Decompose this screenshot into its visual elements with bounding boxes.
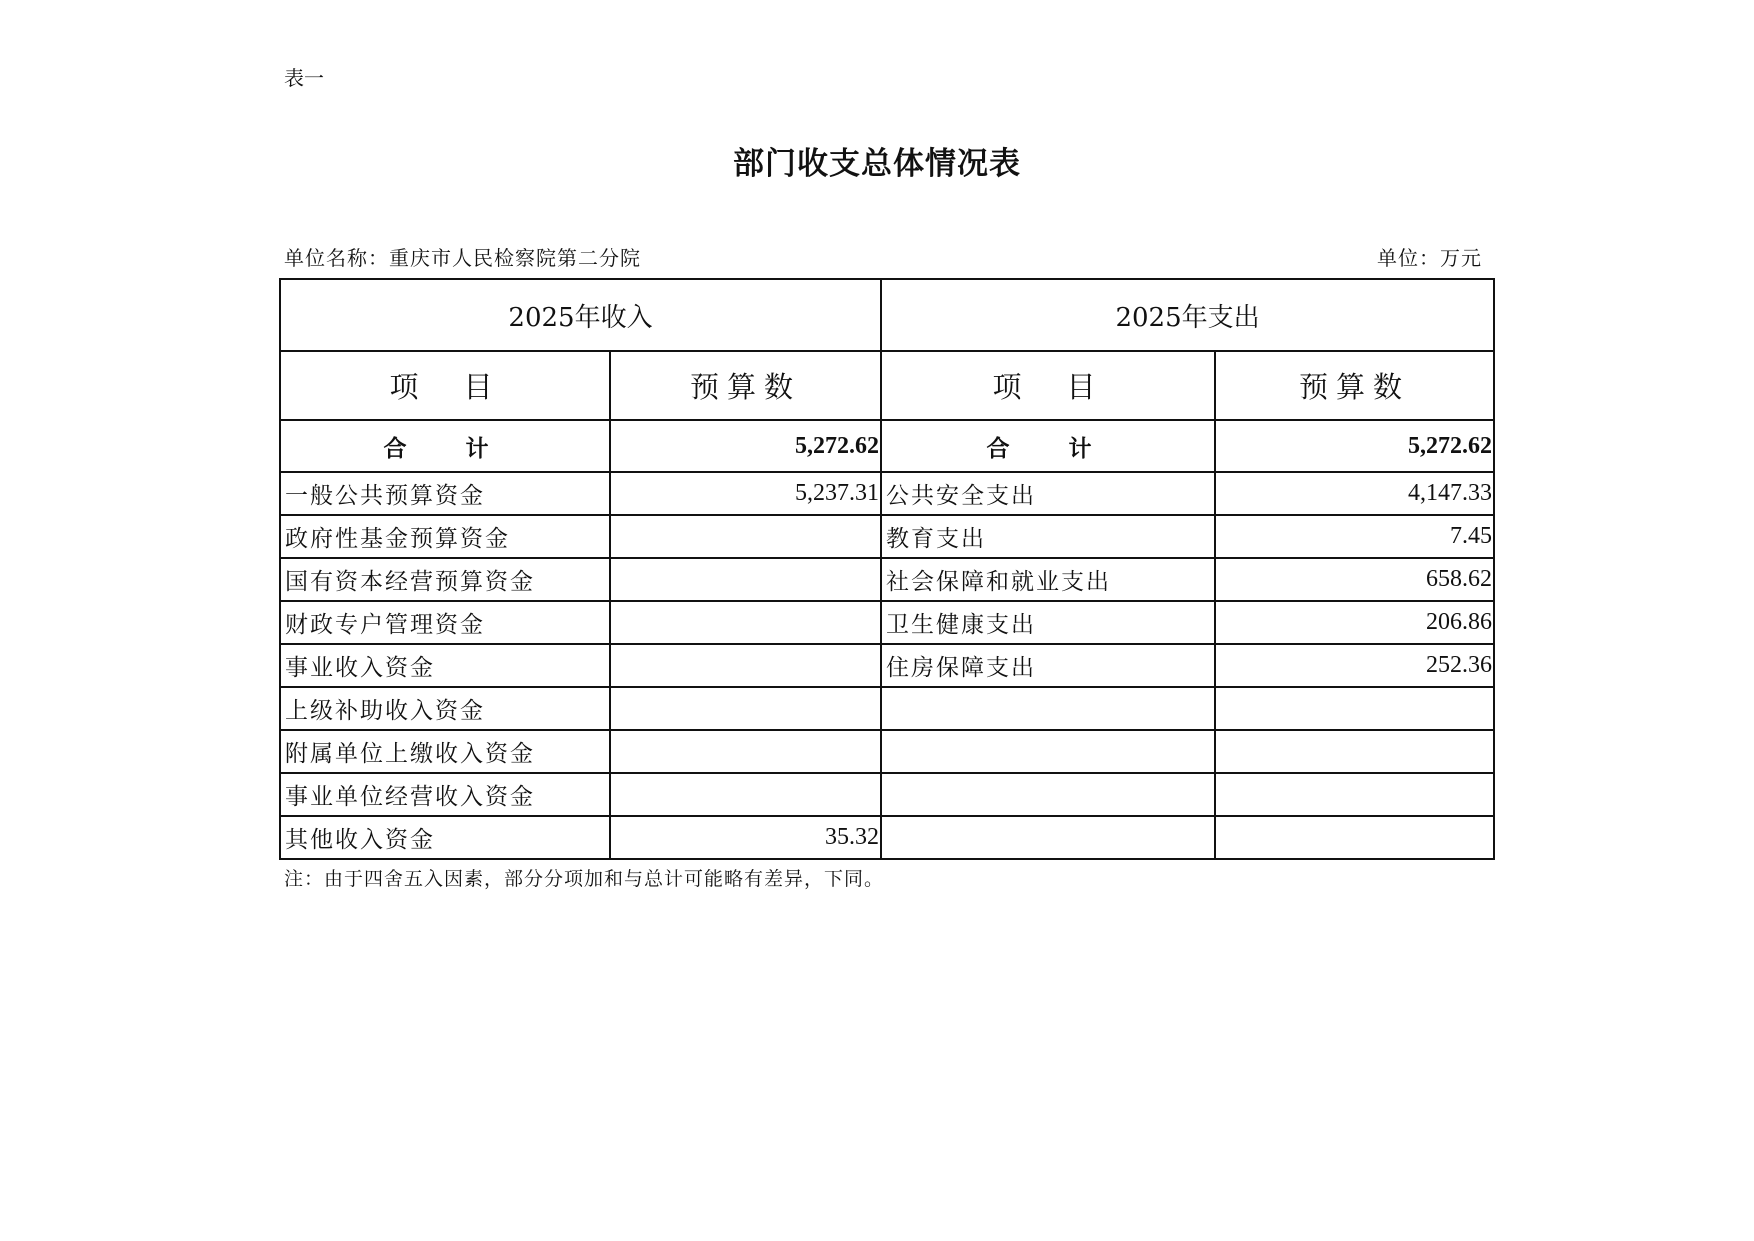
income-total-label: 合 计 — [280, 420, 610, 472]
expense-value: 252.36 — [1215, 644, 1494, 687]
income-value — [610, 773, 881, 816]
expense-item: 教育支出 — [881, 515, 1215, 558]
footnote: 注：由于四舍五入因素，部分分项加和与总计可能略有差异，下同。 — [284, 868, 885, 890]
table-row — [280, 773, 1494, 816]
income-item: 事业单位经营收入资金 — [280, 773, 610, 816]
table-row — [280, 644, 1494, 687]
expense-item — [881, 773, 1215, 816]
expense-value: 4,147.33 — [1215, 472, 1494, 515]
income-value — [610, 601, 881, 644]
expense-value: 206.86 — [1215, 601, 1494, 644]
income-item-column-header: 项 目 — [280, 351, 610, 420]
income-item: 事业收入资金 — [280, 644, 610, 687]
income-item: 上级补助收入资金 — [280, 687, 610, 730]
income-item: 国有资本经营预算资金 — [280, 558, 610, 601]
income-budget-column-header: 预算数 — [610, 351, 881, 420]
expense-item-column-header: 项 目 — [881, 351, 1215, 420]
income-item: 附属单位上缴收入资金 — [280, 730, 610, 773]
income-header: 2025年收入 — [280, 279, 881, 351]
income-item: 一般公共预算资金 — [280, 472, 610, 515]
income-value — [610, 515, 881, 558]
income-value — [610, 687, 881, 730]
table-row — [280, 601, 1494, 644]
expense-item — [881, 816, 1215, 859]
table-subheader-row — [280, 351, 1494, 420]
expense-item — [881, 687, 1215, 730]
unit-name: 单位名称：重庆市人民检察院第二分院 — [284, 246, 641, 270]
expense-item — [881, 730, 1215, 773]
expense-value: 7.45 — [1215, 515, 1494, 558]
unit-of-measure: 单位：万元 — [1377, 246, 1482, 270]
income-item: 政府性基金预算资金 — [280, 515, 610, 558]
table-row — [280, 816, 1494, 859]
table-row — [280, 730, 1494, 773]
expense-value: 658.62 — [1215, 558, 1494, 601]
table-header-row — [280, 279, 1494, 351]
budget-summary-table — [279, 278, 1495, 860]
expense-value — [1215, 773, 1494, 816]
expense-value — [1215, 730, 1494, 773]
expense-value — [1215, 687, 1494, 730]
income-item: 财政专户管理资金 — [280, 601, 610, 644]
expense-item: 住房保障支出 — [881, 644, 1215, 687]
sheet-label: 表一 — [284, 66, 324, 90]
table-row — [280, 515, 1494, 558]
income-value: 35.32 — [610, 816, 881, 859]
income-value — [610, 558, 881, 601]
total-row — [280, 420, 1494, 472]
expense-item: 公共安全支出 — [881, 472, 1215, 515]
income-item: 其他收入资金 — [280, 816, 610, 859]
expense-budget-column-header: 预算数 — [1215, 351, 1494, 420]
table-row — [280, 472, 1494, 515]
income-value — [610, 730, 881, 773]
income-total-value: 5,272.62 — [610, 420, 881, 472]
table-row — [280, 687, 1494, 730]
expense-total-label: 合 计 — [881, 420, 1215, 472]
expense-value — [1215, 816, 1494, 859]
expense-item: 社会保障和就业支出 — [881, 558, 1215, 601]
expense-total-value: 5,272.62 — [1215, 420, 1494, 472]
document-title: 部门收支总体情况表 — [733, 146, 1021, 182]
expense-header: 2025年支出 — [881, 279, 1494, 351]
table-row — [280, 558, 1494, 601]
income-value — [610, 644, 881, 687]
expense-item: 卫生健康支出 — [881, 601, 1215, 644]
income-value: 5,237.31 — [610, 472, 881, 515]
